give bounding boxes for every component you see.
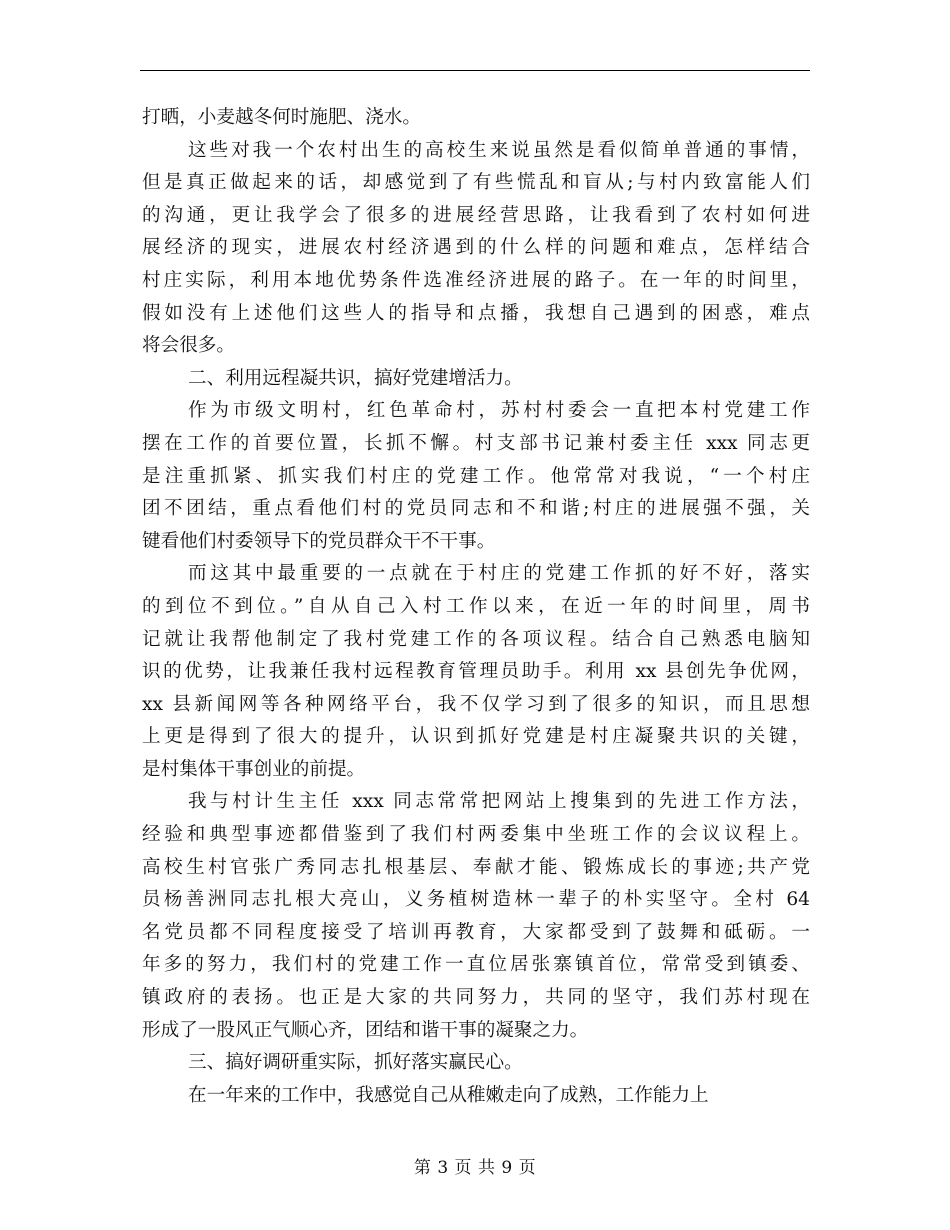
text-line: 展经济的现实，进展农村经济遇到的什么样的问题和难点，怎样结合 xyxy=(142,237,810,259)
text-line: 识的优势，让我兼任我村远程教育管理员助手。利用 xx 县创先争优网， xyxy=(142,661,810,683)
paragraph-p4 xyxy=(142,395,810,558)
text-line: 这些对我一个农村出生的高校生来说虽然是看似简单普通的事情， xyxy=(188,139,810,161)
text-line: 团不团结，重点看他们村的党员同志和不和谐;村庄的进展强不强，关 xyxy=(142,498,810,520)
paragraph-p2 xyxy=(142,135,810,363)
text-line: 记就让我帮他制定了我村党建工作的各项议程。结合自己熟悉电脑知 xyxy=(142,628,810,650)
text-line: 名党员都不同程度接受了培训再教育，大家都受到了鼓舞和砥砺。一 xyxy=(142,921,810,943)
text-line: 我与村计生主任 xxx 同志常常把网站上搜集到的先进工作方法， xyxy=(188,791,810,813)
document-body xyxy=(142,102,810,1112)
text-line: 在一年来的工作中，我感觉自己从稚嫩走向了成熟，工作能力上 xyxy=(188,1084,709,1106)
paragraph-p5 xyxy=(142,558,810,786)
text-line: 高校生村官张广秀同志扎根基层、奉献才能、锻炼成长的事迹;共产党 xyxy=(142,856,810,878)
text-line: 将会很多。 xyxy=(142,335,235,357)
paragraph-p7 xyxy=(142,1047,810,1080)
text-line: 的到位不到位。”自从自己入村工作以来，在近一年的时间里，周书 xyxy=(142,595,810,617)
text-line: 形成了一股风正气顺心齐，团结和谐干事的凝聚之力。 xyxy=(142,1019,589,1041)
paragraph-p8 xyxy=(142,1080,810,1113)
paragraph-p1 xyxy=(142,102,810,135)
text-line: 打晒，小麦越冬何时施肥、浇水。 xyxy=(142,107,421,128)
text-line: 上更是得到了很大的提升，认识到抓好党建是村庄凝聚共识的关键， xyxy=(142,726,810,748)
text-line: 二、利用远程凝共识，搞好党建增活力。 xyxy=(188,367,523,389)
text-line: 键看他们村委领导下的党员群众干不干事。 xyxy=(142,530,496,552)
paragraph-p3 xyxy=(142,363,810,396)
paragraph-p6 xyxy=(142,786,810,1047)
text-line: 年多的努力，我们村的党建工作一直位居张寨镇首位，常常受到镇委、 xyxy=(142,954,810,976)
text-line: 三、搞好调研重实际，抓好落实赢民心。 xyxy=(188,1052,523,1074)
text-line: 经验和典型事迹都借鉴到了我们村两委集中坐班工作的会议议程上。 xyxy=(142,824,810,846)
text-line: 是注重抓紧、抓实我们村庄的党建工作。他常常对我说，“一个村庄 xyxy=(142,465,810,487)
text-line: 而这其中最重要的一点就在于村庄的党建工作抓的好不好，落实 xyxy=(188,563,810,585)
text-line: 但是真正做起来的话，却感觉到了有些慌乱和盲从;与村内致富能人们 xyxy=(142,172,810,194)
text-line: 的沟通，更让我学会了很多的进展经营思路，让我看到了农村如何进 xyxy=(142,204,810,226)
text-line: 村庄实际，利用本地优势条件选准经济进展的路子。在一年的时间里， xyxy=(142,269,810,291)
text-line: 假如没有上述他们这些人的指导和点播，我想自己遇到的困惑，难点 xyxy=(142,302,810,324)
text-line: 镇政府的表扬。也正是大家的共同努力，共同的坚守，我们苏村现在 xyxy=(142,987,810,1009)
text-line: xx 县新闻网等各种网络平台，我不仅学习到了很多的知识，而且思想 xyxy=(142,693,810,715)
page-number: 第 3 页 共 9 页 xyxy=(413,1158,537,1178)
text-line: 作为市级文明村，红色革命村，苏村村委会一直把本村党建工作 xyxy=(188,400,810,422)
text-line: 摆在工作的首要位置，长抓不懈。村支部书记兼村委主任 xxx 同志更 xyxy=(142,432,810,454)
text-line: 是村集体干事创业的前提。 xyxy=(142,758,366,780)
text-line: 员杨善洲同志扎根大亮山，义务植树造林一辈子的朴实坚守。全村 64 xyxy=(142,889,810,911)
header-rule xyxy=(140,70,810,71)
